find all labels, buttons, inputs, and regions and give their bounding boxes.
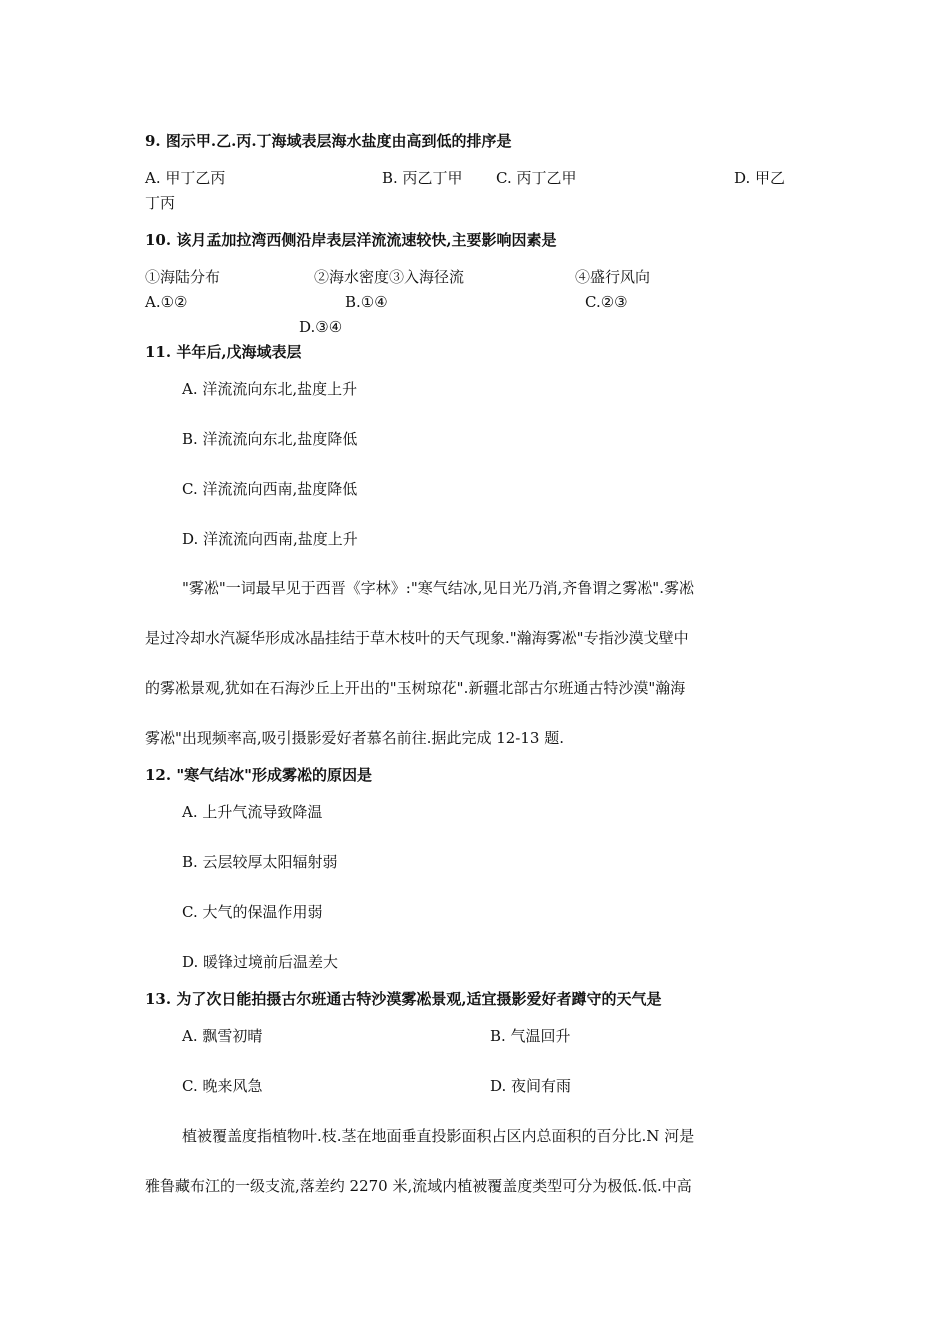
- question-13-option-b: B. 气温回升: [490, 1027, 571, 1045]
- question-13-option-c: C. 晚来风急: [182, 1077, 263, 1095]
- question-9-option-b: B. 丙乙丁甲: [382, 169, 463, 187]
- question-13-option-d: D. 夜间有雨: [490, 1077, 572, 1095]
- question-9-option-c: C. 丙丁乙甲: [496, 169, 577, 187]
- question-10-option-a: A.①②: [145, 293, 188, 311]
- question-9-stem: 9. 图示甲.乙.丙.丁海域表层海水盐度由高到低的排序是: [145, 132, 512, 150]
- question-10-factor-4: ④盛行风向: [575, 268, 651, 286]
- question-12-stem: 12. "寒气结冰"形成雾凇的原因是: [145, 766, 372, 784]
- passage-vegetation-line-1: 植被覆盖度指植物叶.枝.茎在地面垂直投影面积占区内总面积的百分比.N 河是: [182, 1127, 695, 1145]
- question-12-option-a: A. 上升气流导致降温: [182, 803, 323, 821]
- question-11-option-b: B. 洋流流向东北,盐度降低: [182, 430, 358, 448]
- question-10-option-c: C.②③: [585, 293, 628, 311]
- question-12-option-c: C. 大气的保温作用弱: [182, 903, 323, 921]
- question-12-option-b: B. 云层较厚太阳辐射弱: [182, 853, 338, 871]
- question-13-stem: 13. 为了次日能拍摄古尔班通古特沙漠雾凇景观,适宜摄影爱好者蹲守的天气是: [145, 990, 662, 1008]
- question-12-option-d: D. 暖锋过境前后温差大: [182, 953, 339, 971]
- passage-rime-line-3: 的雾凇景观,犹如在石海沙丘上开出的"玉树琼花".新疆北部古尔班通古特沙漠"瀚海: [145, 679, 686, 697]
- question-9-option-a: A. 甲丁乙丙: [145, 169, 226, 187]
- question-11-option-a: A. 洋流流向东北,盐度上升: [182, 380, 358, 398]
- question-13-option-a: A. 飘雪初晴: [182, 1027, 263, 1045]
- question-11-option-d: D. 洋流流向西南,盐度上升: [182, 530, 358, 548]
- question-9-option-d-continued: 丁丙: [145, 194, 176, 212]
- question-10-option-b: B.①④: [345, 293, 388, 311]
- question-10-factor-1: ①海陆分布: [145, 268, 221, 286]
- question-11-stem: 11. 半年后,戊海域表层: [145, 343, 302, 361]
- passage-vegetation-line-2: 雅鲁藏布江的一级支流,落差约 2270 米,流域内植被覆盖度类型可分为极低.低.中高: [145, 1177, 692, 1195]
- question-10-option-d: D.③④: [299, 318, 343, 336]
- question-10-stem: 10. 该月孟加拉湾西侧沿岸表层洋流流速较快,主要影响因素是: [145, 231, 557, 249]
- passage-rime-line-4: 雾凇"出现频率高,吸引摄影爱好者慕名前往.据此完成 12-13 题.: [145, 729, 564, 747]
- passage-rime-line-1: "雾凇"一词最早见于西晋《字林》:"寒气结冰,见日光乃消,齐鲁谓之雾凇".雾凇: [182, 579, 694, 597]
- question-9-option-d: D. 甲乙: [734, 169, 786, 187]
- question-10-factor-2-3: ②海水密度③入海径流: [314, 268, 465, 286]
- question-11-option-c: C. 洋流流向西南,盐度降低: [182, 480, 358, 498]
- passage-rime-line-2: 是过冷却水汽凝华形成冰晶挂结于草木枝叶的天气现象."瀚海雾凇"专指沙漠戈壁中: [145, 629, 689, 647]
